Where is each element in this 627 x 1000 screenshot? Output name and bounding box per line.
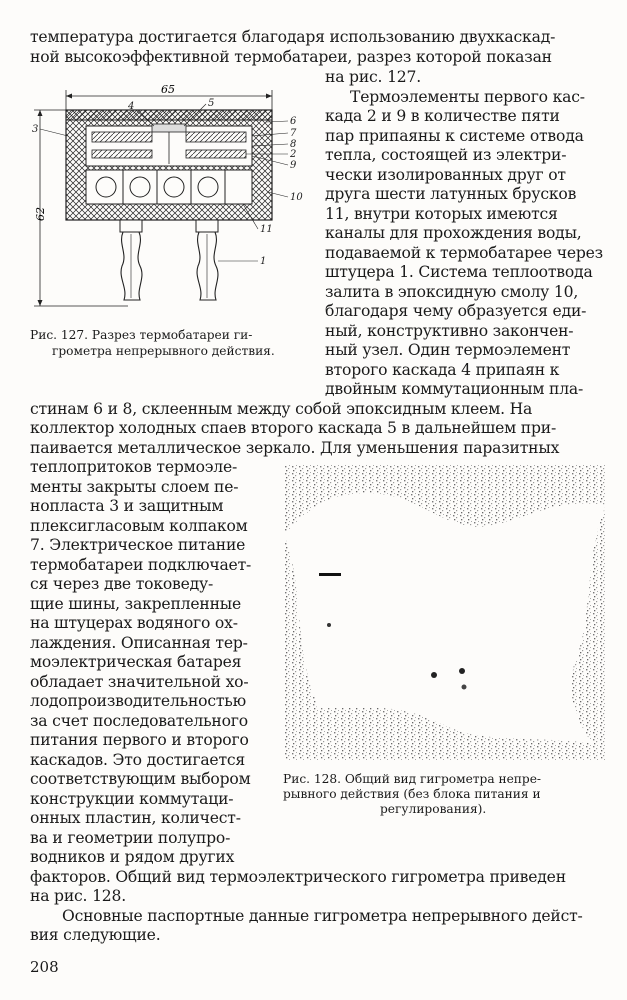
text-line: тепла, состоящей из электри- xyxy=(325,146,567,164)
text-line: онных пластин, количест- xyxy=(30,809,241,827)
label-9: 9 xyxy=(290,160,297,171)
label-6: 6 xyxy=(290,116,297,127)
label-10: 10 xyxy=(290,192,303,203)
text-line: друга шести латунных брусков xyxy=(325,185,577,203)
text-line: ва и геометрии полупро- xyxy=(30,829,231,847)
text-line: соответствующим выбором xyxy=(30,770,251,788)
figure-128-caption: регулирования). xyxy=(380,802,487,816)
text-line: обладает значительной хо- xyxy=(30,673,249,691)
text-line: благодаря чему образуется еди- xyxy=(325,302,587,320)
label-2: 2 xyxy=(290,149,297,160)
text-line: стинам 6 и 8, склеенным между собой эпоксидным клеем. На xyxy=(30,400,533,418)
text-line: второго каскада 4 припаян к xyxy=(325,361,560,379)
text-line: конструкции коммутаци- xyxy=(30,790,234,808)
text-line: каскадов. Это достигается xyxy=(30,751,246,769)
text-line: лаждения. Описанная тер- xyxy=(30,634,248,652)
text-line: щие шины, закрепленные xyxy=(30,595,241,613)
text-line: менты закрыты слоем пе- xyxy=(30,478,239,496)
figure-128-caption: рывного действия (без блока питания и xyxy=(283,787,541,801)
label-8: 8 xyxy=(290,139,297,150)
text-line: ный, конструктивно закончен- xyxy=(325,322,574,340)
text-line: чески изолированных друг от xyxy=(325,166,566,184)
text-line: када 2 и 9 в количестве пяти xyxy=(325,107,560,125)
text-line: теплопритоков термоэле- xyxy=(30,458,238,476)
label-5: 5 xyxy=(208,98,215,109)
text-line: залита в эпоксидную смолу 10, xyxy=(325,283,579,301)
text-line: подаваемой к термобатарее через xyxy=(325,244,603,262)
page-number: 208 xyxy=(30,958,59,976)
text-line: двойным коммутационным пла- xyxy=(325,380,584,398)
text-line: пар припаяны к системе отвода xyxy=(325,127,584,145)
figure-127-caption: грометра непрерывного действия. xyxy=(52,344,275,358)
figure-128-caption: Рис. 128. Общий вид гигрометра непре- xyxy=(283,772,542,786)
text-line: нопласта 3 и защитным xyxy=(30,497,224,515)
dim-height-label: 62 xyxy=(34,207,47,221)
text-line: за счет последовательного xyxy=(30,712,248,730)
text-line: термобатареи подключает- xyxy=(30,556,252,574)
text-line: 7. Электрическое питание xyxy=(30,536,246,554)
text-line: ся через две токоведу- xyxy=(30,575,214,593)
label-11: 11 xyxy=(260,224,273,235)
text-line: вия следующие. xyxy=(30,926,161,944)
label-3: 3 xyxy=(32,124,39,135)
text-line: моэлектрическая батарея xyxy=(30,653,242,671)
text-line: ной высокоэффективной термобатареи, разрез которой показан xyxy=(30,48,552,66)
text-line: плексигласовым колпаком xyxy=(30,517,248,535)
figure-128-hygrometer-photo xyxy=(284,465,606,760)
text-line: каналы для прохождения воды, xyxy=(325,224,582,242)
text-line: на рис. 127. xyxy=(325,68,421,86)
text-line: температура достигается благодаря использованию двухкаскад- xyxy=(30,28,556,46)
text-line: ный узел. Один термоэлемент xyxy=(325,341,571,359)
figure-127-thermobattery-section xyxy=(28,84,320,320)
label-4: 4 xyxy=(128,101,135,112)
text-line: на рис. 128. xyxy=(30,887,126,905)
text-line: коллектор холодных спаев второго каскада 5 в дальнейшем при- xyxy=(30,419,557,437)
dim-width-label: 65 xyxy=(161,84,175,96)
text-line: паивается металлическое зеркало. Для уменьшения паразитных xyxy=(30,439,560,457)
label-7: 7 xyxy=(290,128,297,139)
text-line: водников и рядом других xyxy=(30,848,235,866)
text-line: штуцера 1. Система теплоотвода xyxy=(325,263,593,281)
text-line: на штуцерах водяного ох- xyxy=(30,614,238,632)
text-line: 11, внутри которых имеются xyxy=(325,205,558,223)
text-line: Термоэлементы первого кас- xyxy=(350,88,585,106)
text-line: Основные паспортные данные гигрометра непрерывного дейст- xyxy=(62,907,583,925)
figure-127-caption: Рис. 127. Разрез термобатареи ги- xyxy=(30,328,253,342)
text-line: питания первого и второго xyxy=(30,731,249,749)
label-1: 1 xyxy=(260,256,267,267)
text-line: факторов. Общий вид термоэлектрического гигрометра приведен xyxy=(30,868,566,886)
text-line: лодопроизводительностью xyxy=(30,692,246,710)
